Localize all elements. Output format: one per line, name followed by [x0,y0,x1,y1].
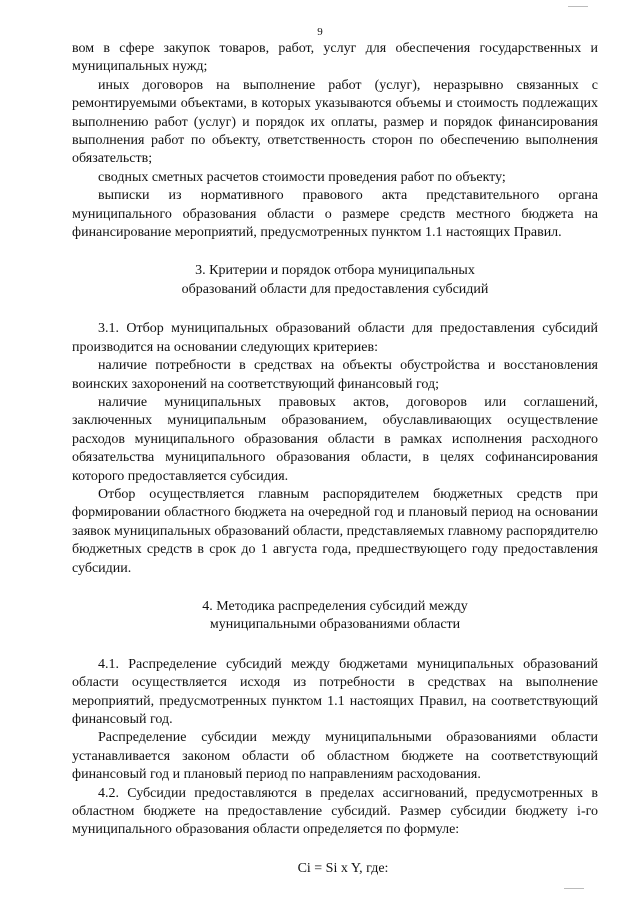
section-heading [72,262,598,299]
section-heading-line: 3. Критерии и порядок отбора муниципальных [195,263,475,279]
scan-mark-bottom [564,888,584,889]
body-paragraph: Распределение субсидии между муниципальными образованиями области устанавливается законом области об областном бюджете на соответствующий финансовый год и плановый период по направлениям расходования. [72,730,598,783]
section-heading-line: 4. Методика распределения субсидий между [202,598,468,614]
body-paragraph: иных договоров на выполнение работ (услуг), неразрывно связанных с ремонтируемыми объектами, в которых указываются объемы и стоимость подлежащих выполнению работ (услуг) и порядок их оплаты, размер и порядок финансирования выполнения работ по объекту, ответственность сторон по обеспечению выполнения обязательств; [72,77,598,167]
body-paragraph: выписки из нормативного правового акта представительного органа муниципального образования области о размере средств местного бюджета на финансирование мероприятий, предусмотренных пунктом 1.1 настоящих Правил. [72,188,598,241]
section-heading [72,598,598,635]
formula: Ci = Si x Y, где: [297,860,389,876]
body-paragraph: 3.1. Отбор муниципальных образований области для предоставления субсидий производится на основании следующих критериев: [72,321,598,355]
body-paragraph: 4.1. Распределение субсидий между бюджетами муниципальных образований области осуществляется исходя из потребности в средствах на выполнение мероприятий, предусмотренных пунктом 1.1 настоящих Правил, на соответствующий финансовый год. [72,656,598,727]
section-heading-line: муниципальными образованиями области [209,617,461,633]
scan-mark-top [568,6,588,7]
page-number: 9 [317,26,323,38]
body-paragraph: Отбор осуществляется главным распорядителем бюджетных средств при формировании областного бюджета на очередной год и плановый период на основании заявок муниципальных образований области, представляемых главному распорядителю бюджетных средств в срок до 1 августа года, предшествующего году предоставления субсидии. [72,486,598,576]
document-body [72,40,598,878]
body-paragraph: сводных сметных расчетов стоимости проведения работ по объекту; [98,169,506,185]
body-paragraph: наличие муниципальных правовых актов, договоров или соглашений, заключенных муниципальным образованием, обуславливающих осуществление расходов муниципального образования области в рамках исполнения расходного обязательства муниципального образования области, в целях софинансирования которого предоставляется субсидия. [72,394,598,484]
body-paragraph: 4.2. Субсидии предоставляются в пределах ассигнований, предусмотренных в областном бюджете на предоставление субсидий. Размер субсидии бюджету i-го муниципального образования области определяется по формуле: [72,785,598,838]
body-paragraph: вом в сфере закупок товаров, работ, услуг для обеспечения государственных и муниципальных нужд; [72,41,598,75]
body-paragraph: наличие потребности в средствах на объекты обустройства и восстановления воинских захоронений на соответствующий финансовый год; [72,358,598,392]
section-heading-line: образований области для предоставления субсидий [181,281,489,297]
